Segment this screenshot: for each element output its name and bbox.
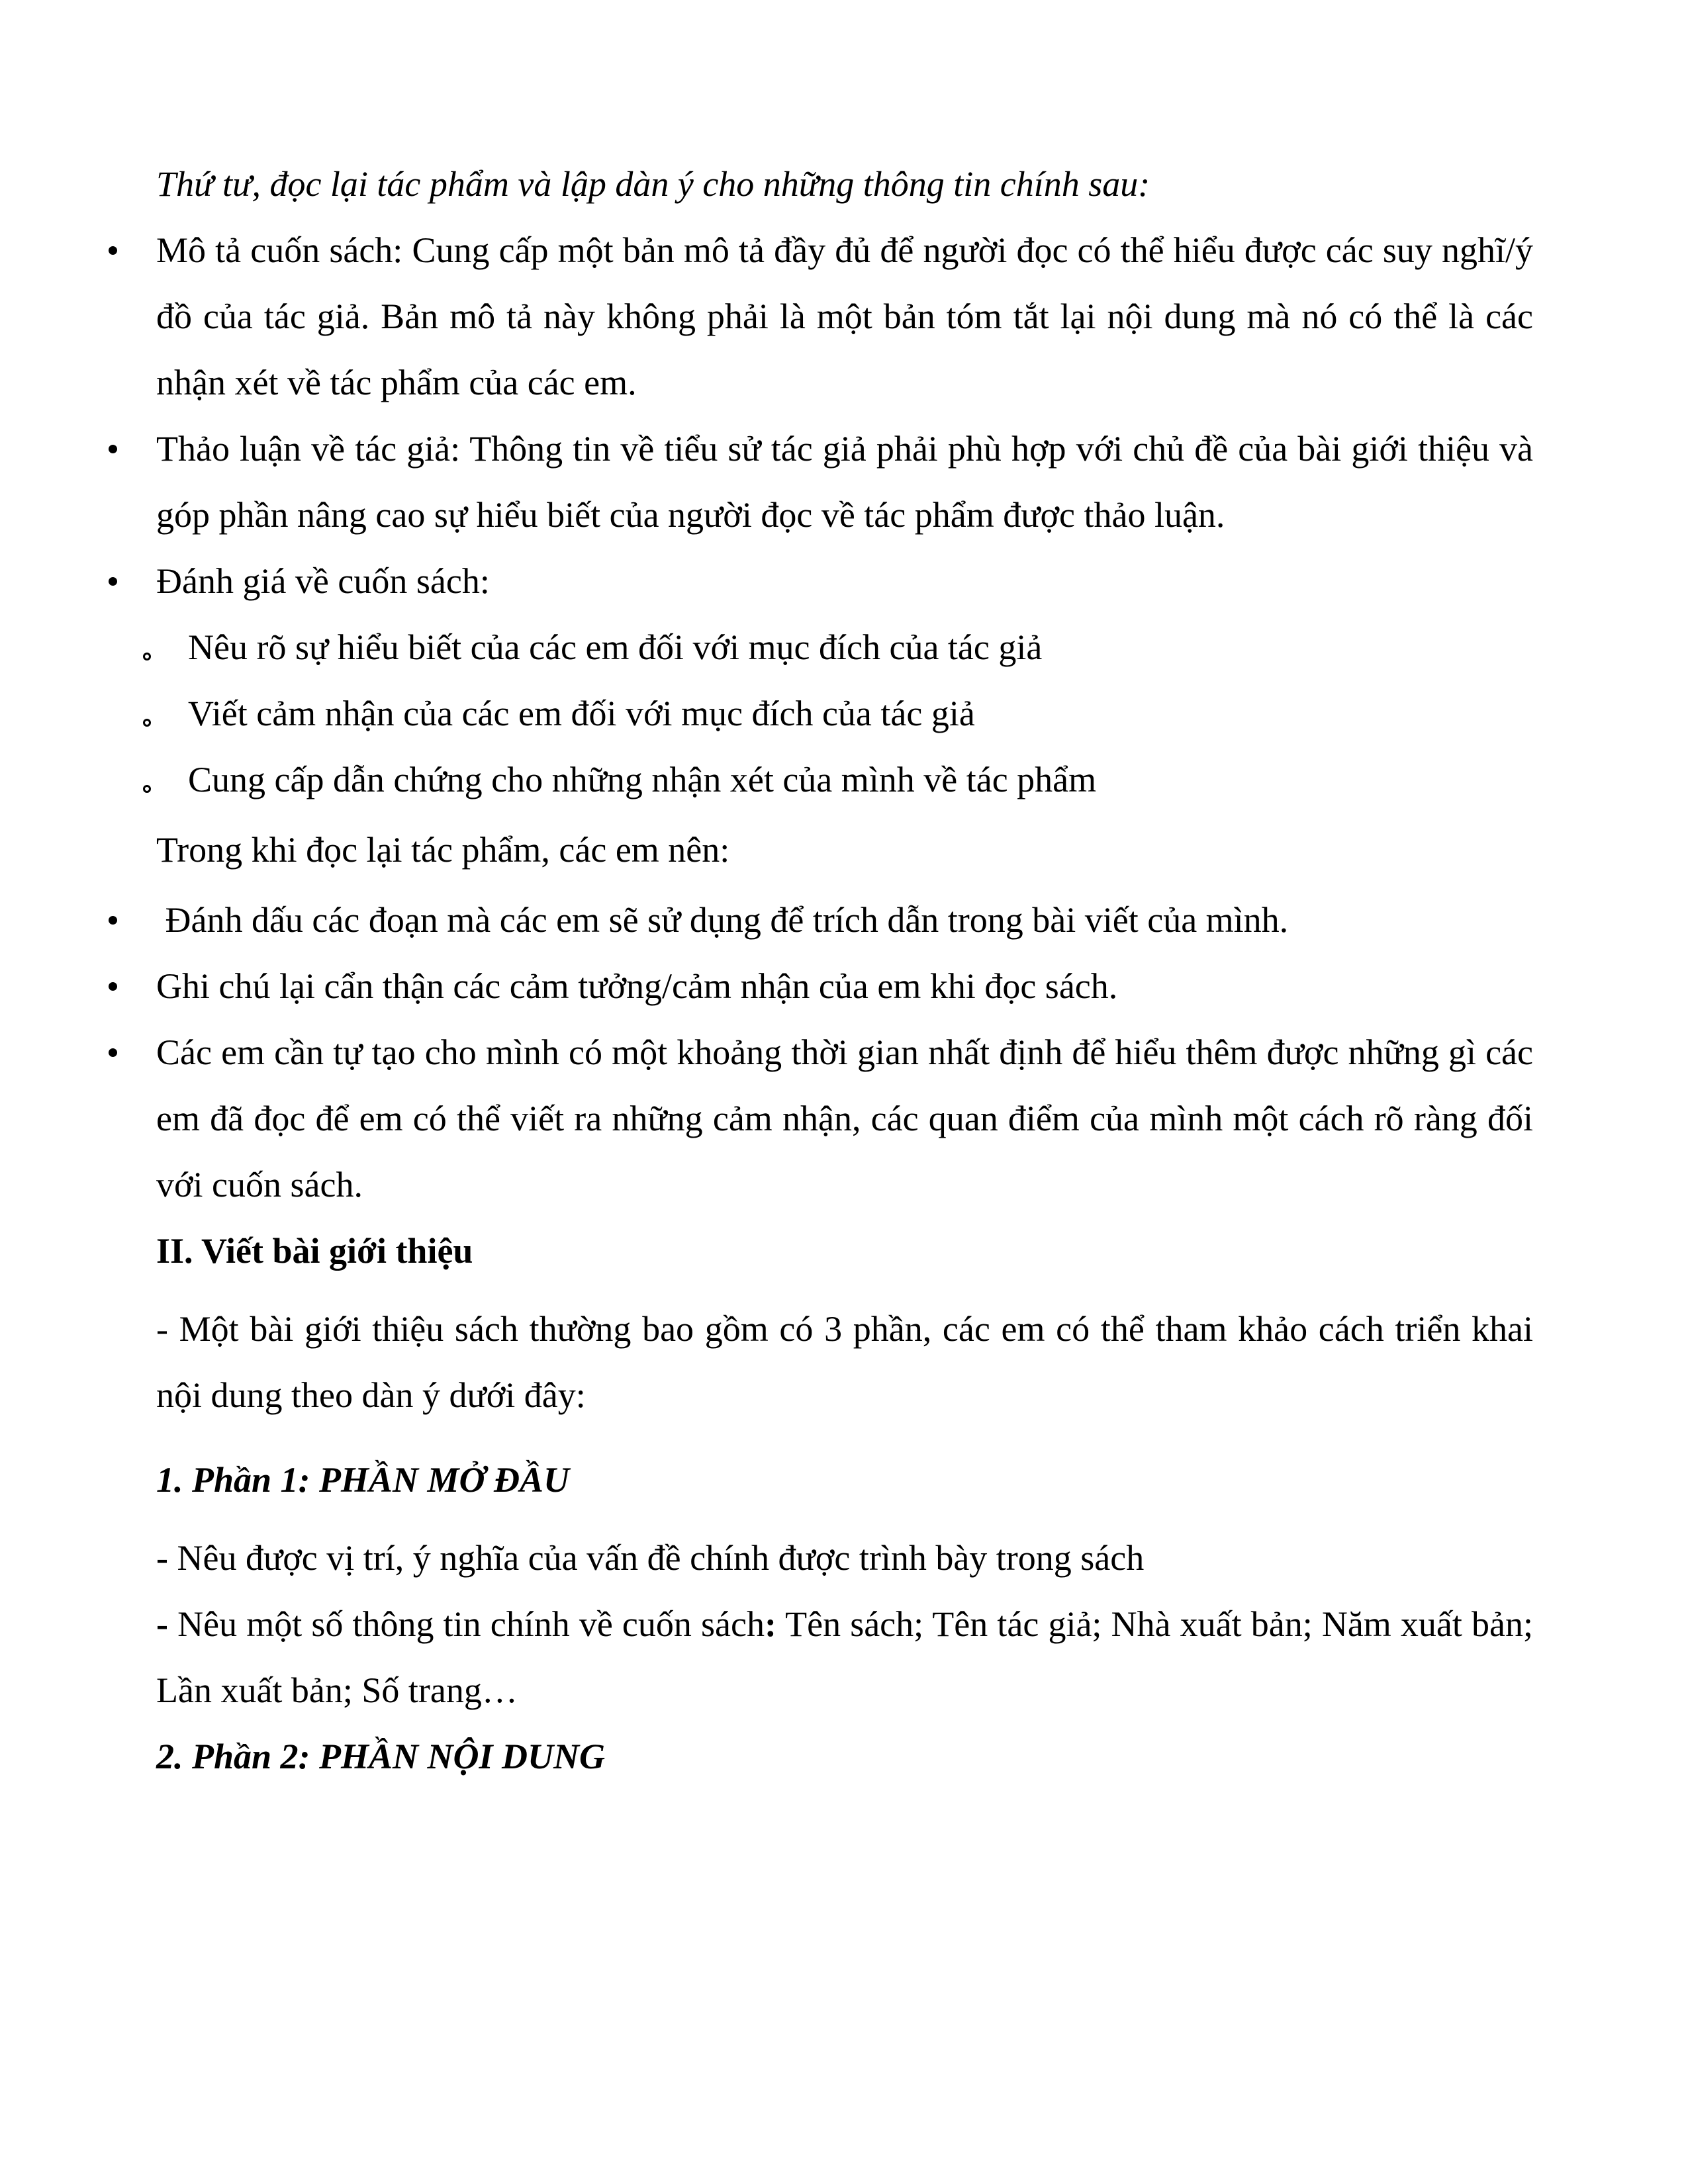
intro-line: Thứ tư, đọc lại tác phẩm và lập dàn ý cho những thông tin chính sau: bbox=[156, 164, 1150, 204]
list-item: Đánh giá về cuốn sách: bbox=[156, 548, 1533, 614]
part1-line-2-text-b: Tên sách; Tên tác giả; Nhà xuất bản; Năm xuất bản; Lần xuất bản; Số trang… bbox=[156, 1604, 1533, 1710]
dash-mark: - bbox=[156, 1538, 168, 1578]
list-item: Các em cần tự tạo cho mình có một khoảng thời gian nhất định để hiểu thêm được những gì các em đã đọc để em có thể viết ra những cảm nhận, các quan điểm của mình một cách rõ ràng đối với cuốn sách. bbox=[156, 1019, 1533, 1218]
part1-line-1 bbox=[156, 1525, 1533, 1591]
part1-heading: 1. Phần 1: PHẦN MỞ ĐẦU bbox=[156, 1460, 570, 1500]
list-item: Thảo luận về tác giả: Thông tin về tiểu sử tác giả phải phù hợp với chủ đề của bài giới thiệu và góp phần nâng cao sự hiểu biết của người đọc về tác phẩm được thảo luận. bbox=[156, 416, 1533, 548]
part1-line-1-text: Nêu được vị trí, ý nghĩa của vấn đề chính được trình bày trong sách bbox=[167, 1538, 1145, 1578]
dash-mark: - bbox=[156, 1604, 168, 1644]
while-reading-line: Trong khi đọc lại tác phẩm, các em nên: bbox=[156, 830, 730, 870]
list-item: Ghi chú lại cẩn thận các cảm tưởng/cảm nhận của em khi đọc sách. bbox=[156, 953, 1533, 1019]
section-ii-paragraph: - Một bài giới thiệu sách thường bao gồm có 3 phần, các em có thể tham khảo cách triển khai nội dung theo dàn ý dưới đây: bbox=[156, 1309, 1533, 1415]
document-page bbox=[156, 151, 1533, 1790]
part1-line-2 bbox=[156, 1591, 1533, 1723]
part2-heading: 2. Phần 2: PHẦN NỘI DUNG bbox=[156, 1737, 606, 1776]
section-ii-heading: II. Viết bài giới thiệu bbox=[156, 1231, 473, 1271]
sub-list-item: Viết cảm nhận của các em đối với mục đích của tác giả bbox=[188, 680, 1533, 747]
evaluation-sub-list bbox=[156, 614, 1533, 813]
part1-line-2-text-a: Nêu một số thông tin chính về cuốn sách bbox=[167, 1604, 765, 1644]
reading-tips-list bbox=[156, 887, 1533, 1218]
list-item: Mô tả cuốn sách: Cung cấp một bản mô tả đầy đủ để người đọc có thể hiểu được các suy nghĩ/ý đồ của tác giả. Bản mô tả này không phải là một bản tóm tắt lại nội dung mà nó có thể là các nhận xét về tác phẩm của các em. bbox=[156, 217, 1533, 416]
outline-bullet-list bbox=[156, 217, 1533, 614]
sub-list-item: Nêu rõ sự hiểu biết của các em đối với mục đích của tác giả bbox=[188, 614, 1533, 680]
sub-list-item: Cung cấp dẫn chứng cho những nhận xét của mình về tác phẩm bbox=[188, 747, 1533, 813]
list-item: Đánh dấu các đoạn mà các em sẽ sử dụng để trích dẫn trong bài viết của mình. bbox=[156, 887, 1533, 953]
colon-mark: : bbox=[764, 1604, 776, 1644]
